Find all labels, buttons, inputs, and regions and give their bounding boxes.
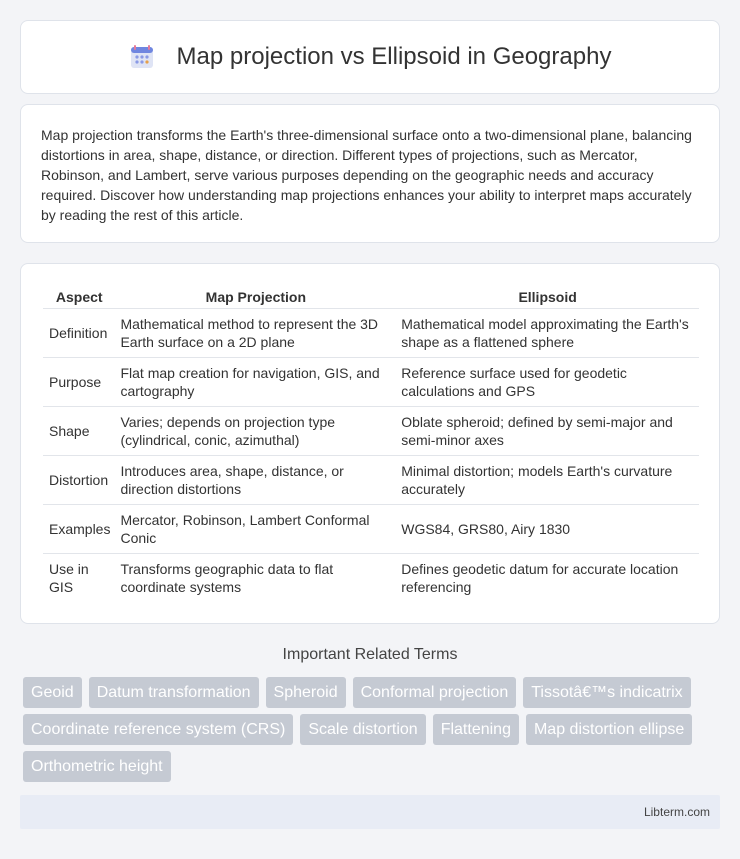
row-aspect: Distortion (43, 455, 115, 504)
related-term-tag[interactable]: Geoid (23, 677, 82, 708)
table-row (43, 553, 699, 602)
table-row (43, 504, 699, 553)
intro-card (20, 104, 720, 243)
table-row (43, 406, 699, 455)
related-term-tag[interactable]: Flattening (433, 714, 519, 745)
row-map-projection: Mathematical method to represent the 3D Earth surface on a 2D plane (115, 308, 396, 357)
table-row (43, 357, 699, 406)
row-aspect: Shape (43, 406, 115, 455)
row-map-projection: Transforms geographic data to flat coordinate systems (115, 553, 396, 602)
related-term-tag[interactable]: Datum transformation (89, 677, 259, 708)
row-ellipsoid: Minimal distortion; models Earth's curvature accurately (396, 455, 699, 504)
related-term-tag[interactable]: Spheroid (266, 677, 346, 708)
row-map-projection: Mercator, Robinson, Lambert Conformal Conic (115, 504, 396, 553)
page-title: Map projection vs Ellipsoid in Geography (176, 43, 612, 70)
header-card (20, 20, 720, 94)
related-term-tag[interactable]: Map distortion ellipse (526, 714, 692, 745)
header-map-projection: Map Projection (205, 288, 307, 305)
row-ellipsoid: Mathematical model approximating the Earth's shape as a flattened sphere (396, 308, 699, 357)
related-term-tag[interactable]: Tissotâ€™s indicatrix (523, 677, 690, 708)
related-terms-list (23, 677, 723, 788)
table-header-row (43, 286, 699, 308)
footer (20, 795, 720, 829)
row-aspect: Purpose (43, 357, 115, 406)
related-term-tag[interactable]: Coordinate reference system (CRS) (23, 714, 293, 745)
table-row (43, 308, 699, 357)
intro-text: Map projection transforms the Earth's three-dimensional surface onto a two-dimensional plane, balancing distortions in area, shape, distance, or direction. Different types of projections, such as Mercator, Robinson, and Lambert, serve various purposes depending on the geographic needs and accuracy required. Discover how understanding map projections enhances your ability to interpret maps accurately by reading the rest of this article. (41, 127, 692, 223)
comparison-table (43, 286, 699, 602)
row-ellipsoid: Defines geodetic datum for accurate location referencing (396, 553, 699, 602)
row-ellipsoid: WGS84, GRS80, Airy 1830 (396, 504, 699, 553)
calendar-grid-icon (129, 44, 155, 70)
row-ellipsoid: Reference surface used for geodetic calculations and GPS (396, 357, 699, 406)
row-aspect: Definition (43, 308, 115, 357)
header-ellipsoid: Ellipsoid (518, 288, 577, 305)
table-row (43, 455, 699, 504)
footer-site-link[interactable]: Libterm.com (643, 805, 710, 819)
comparison-card (20, 263, 720, 624)
row-aspect: Examples (43, 504, 115, 553)
related-term-tag[interactable]: Orthometric height (23, 751, 171, 782)
related-term-tag[interactable]: Scale distortion (300, 714, 425, 745)
row-aspect: Use in GIS (43, 553, 115, 602)
row-map-projection: Flat map creation for navigation, GIS, and cartography (115, 357, 396, 406)
related-term-tag[interactable]: Conformal projection (353, 677, 517, 708)
row-map-projection: Varies; depends on projection type (cylindrical, conic, azimuthal) (115, 406, 396, 455)
header-aspect: Aspect (55, 288, 103, 305)
row-ellipsoid: Oblate spheroid; defined by semi-major and semi-minor axes (396, 406, 699, 455)
related-terms-title: Important Related Terms (282, 646, 458, 663)
row-map-projection: Introduces area, shape, distance, or direction distortions (115, 455, 396, 504)
